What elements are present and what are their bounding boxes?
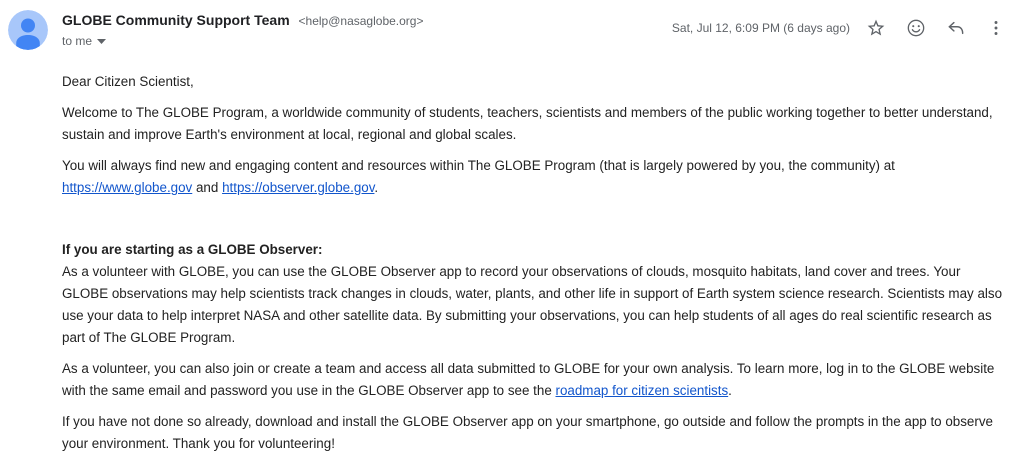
- recipient-label: to me: [62, 34, 93, 48]
- more-options-button[interactable]: [976, 8, 1016, 48]
- person-silhouette-icon: [8, 10, 48, 50]
- avatar[interactable]: [8, 10, 48, 50]
- email-body: [0, 50, 1022, 455]
- recipient-details-toggle[interactable]: [62, 33, 106, 49]
- caret-down-icon: [97, 39, 106, 44]
- link-globe-gov[interactable]: https://www.globe.gov: [62, 180, 193, 195]
- paragraph-observer: [62, 239, 1010, 349]
- paragraph-resources-text: You will always find new and engaging content and resources within The GLOBE Program (that is largely powered by you, the community) at: [62, 158, 895, 173]
- star-button[interactable]: [856, 8, 896, 48]
- observer-text: As a volunteer with GLOBE, you can use the GLOBE Observer app to record your observations of clouds, mosquito habitats, land cover and trees. Your GLOBE observations may help scientists track changes in clouds, water, plants, and other life in support of Earth system science research. Scientists may also use your data to help interpret NASA and other satellite data. By submitting your observations, you can help students of all ages do real scientific research as part of The GLOBE Program.: [62, 264, 1003, 345]
- paragraph-team: [62, 358, 1010, 402]
- observer-heading: If you are starting as a GLOBE Observer:: [62, 242, 323, 257]
- paragraph-download: If you have not done so already, download and install the GLOBE Observer app on your smartphone, go outside and follow the prompts in the app to observe your environment. Thank you for volunteering!: [62, 414, 993, 451]
- sender-block: [62, 8, 672, 50]
- sender-name: GLOBE Community Support Team: [62, 12, 290, 28]
- link-observer-globe-gov[interactable]: https://observer.globe.gov: [222, 180, 375, 195]
- reply-arrow-icon: [946, 18, 966, 38]
- greeting: Dear Citizen Scientist,: [62, 74, 194, 89]
- email-header: [0, 0, 1022, 50]
- paragraph-resources: [62, 155, 1010, 199]
- paragraph-resources-text: and: [192, 180, 223, 195]
- paragraph-team-text: As a volunteer, you can also join or create a team and access all data submitted to GLOBE for your own analysis. To learn more, log in to the GLOBE website with the same email and password you use in the GLOBE Observer app to see the: [62, 361, 995, 398]
- vertical-ellipsis-icon: [986, 18, 1006, 38]
- email-date: Sat, Jul 12, 6:09 PM (6 days ago): [671, 21, 850, 35]
- link-roadmap[interactable]: roadmap for citizen scientists: [555, 383, 729, 398]
- add-reaction-button[interactable]: [896, 8, 936, 48]
- sender-email: <help@nasaglobe.org>: [298, 14, 424, 28]
- paragraph-resources-text: .: [374, 180, 379, 195]
- blank-spacer: [62, 208, 1010, 239]
- paragraph-welcome: Welcome to The GLOBE Program, a worldwide community of students, teachers, scientists and members of the public working together to better understand, sustain and improve Earth's environment at local, regional and global scales.: [62, 105, 993, 142]
- reply-button[interactable]: [936, 8, 976, 48]
- header-meta: [672, 8, 1016, 48]
- smiley-face-icon: [906, 18, 926, 38]
- paragraph-team-text: .: [728, 383, 732, 398]
- star-outline-icon: [866, 18, 886, 38]
- sender-line: [62, 12, 672, 30]
